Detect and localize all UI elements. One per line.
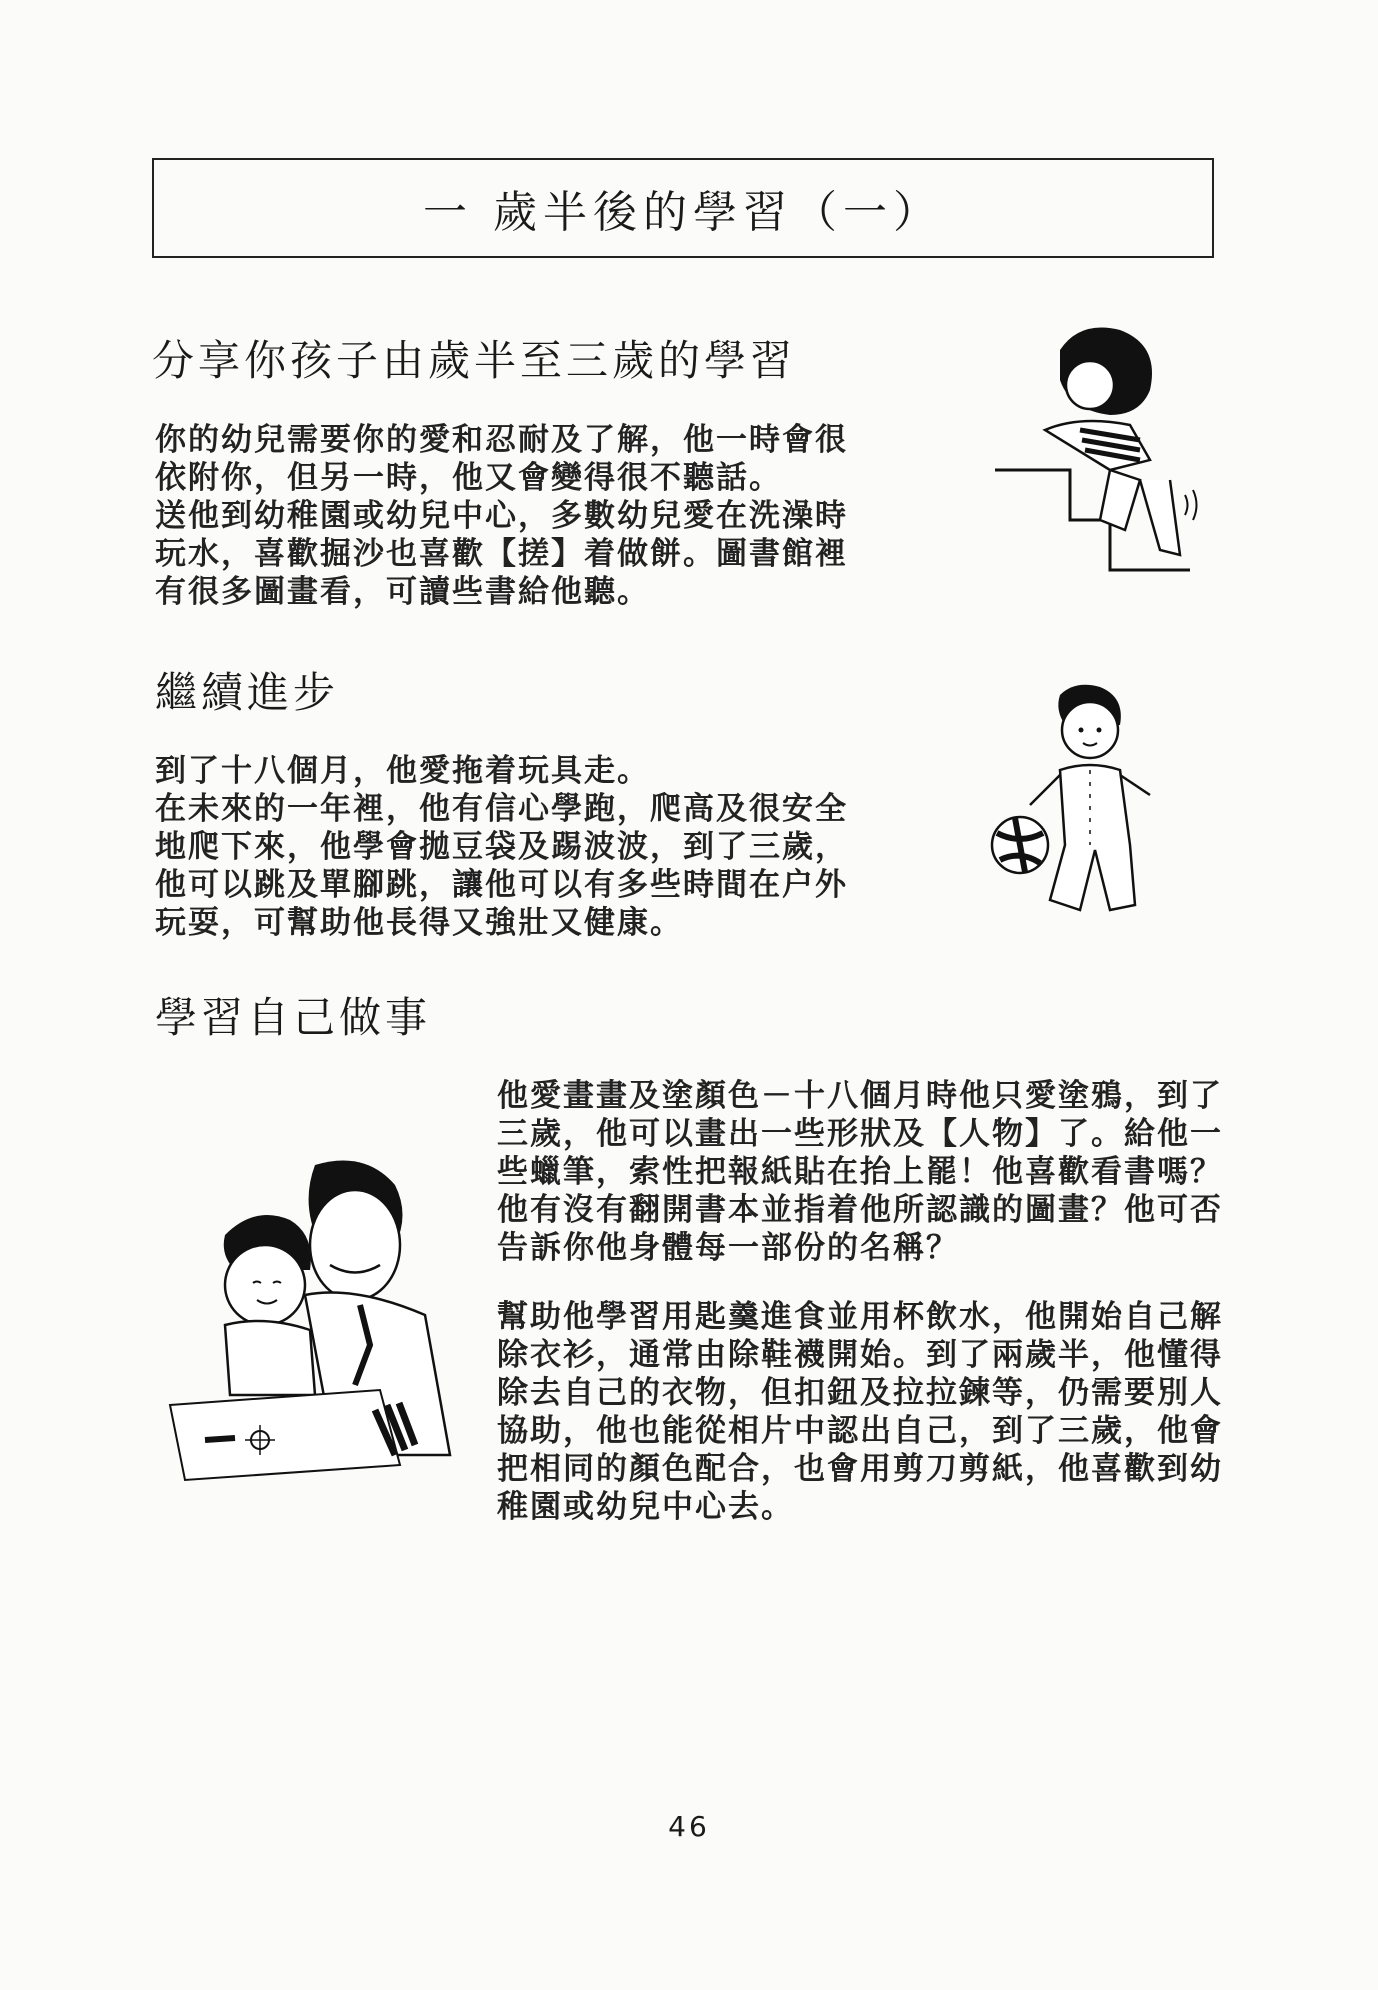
page-title: 一 歲半後的學習（一）: [423, 187, 943, 238]
text-line: 除去自己的衣物，但扣鈕及拉拉鍊等，仍需要別人: [497, 1375, 1223, 1411]
title-box: [152, 158, 1214, 258]
text-line: 些蠟筆，索性把報紙貼在抬上罷！他喜歡看書嗎？: [497, 1154, 1223, 1190]
section-heading-progress: 繼續進步: [155, 668, 340, 717]
text-line: 玩水，喜歡掘沙也喜歡【搓】着做餅。圖書館裡: [155, 536, 848, 572]
section-heading-learning: 分享你孩子由歲半至三歲的學習: [152, 336, 797, 385]
text-line: 有很多圖畫看，可讀些書給他聽。: [155, 574, 650, 610]
text-line: 幫助他學習用匙羹進食並用杯飲水，他開始自己解: [497, 1299, 1223, 1335]
section3-paragraph-2: [497, 1298, 1223, 1526]
child-climbing-illustration: [990, 320, 1205, 590]
text-line: 地爬下來，他學會拋豆袋及踢波波，到了三歲，: [155, 829, 848, 865]
section3-paragraph-1: [497, 1077, 1223, 1267]
section-heading-self: 學習自己做事: [155, 993, 432, 1042]
text-line: 玩耍，可幫助他長得又強壯又健康。: [155, 905, 683, 941]
text-line: 除衣衫，通常由除鞋襪開始。到了兩歲半，他懂得: [497, 1337, 1223, 1373]
child-ball-illustration: [985, 675, 1205, 925]
text-line: 他愛畫畫及塗顏色－十八個月時他只愛塗鴉，到了: [497, 1078, 1223, 1114]
text-line: 送他到幼稚園或幼兒中心，多數幼兒愛在洗澡時: [155, 498, 848, 534]
text-line: 他有沒有翻開書本並指着他所認識的圖畫？他可否: [497, 1192, 1223, 1228]
page-number: 46: [668, 1810, 710, 1843]
text-line: 他可以跳及單腳跳，讓他可以有多些時間在户外: [155, 867, 848, 903]
text-line: 把相同的顏色配合，也會用剪刀剪紙，他喜歡到幼: [497, 1451, 1223, 1487]
text-line: 三歲，他可以畫出一些形狀及【人物】了。給他一: [497, 1116, 1223, 1152]
section2-paragraph: [155, 752, 848, 942]
text-line: 在未來的一年裡，他有信心學跑，爬高及很安全: [155, 791, 848, 827]
section1-paragraph: [155, 421, 848, 611]
parent-child-drawing-illustration: [165, 1155, 455, 1485]
text-line: 依附你，但另一時，他又會變得很不聽話。: [155, 460, 782, 496]
text-line: 稚園或幼兒中心去。: [497, 1489, 794, 1525]
text-line: 協助，他也能從相片中認出自己，到了三歲，他會: [497, 1413, 1223, 1449]
text-line: 告訴你他身體每一部份的名稱？: [497, 1230, 959, 1266]
text-line: 到了十八個月，他愛拖着玩具走。: [155, 753, 650, 789]
text-line: 你的幼兒需要你的愛和忍耐及了解，他一時會很: [155, 422, 848, 458]
